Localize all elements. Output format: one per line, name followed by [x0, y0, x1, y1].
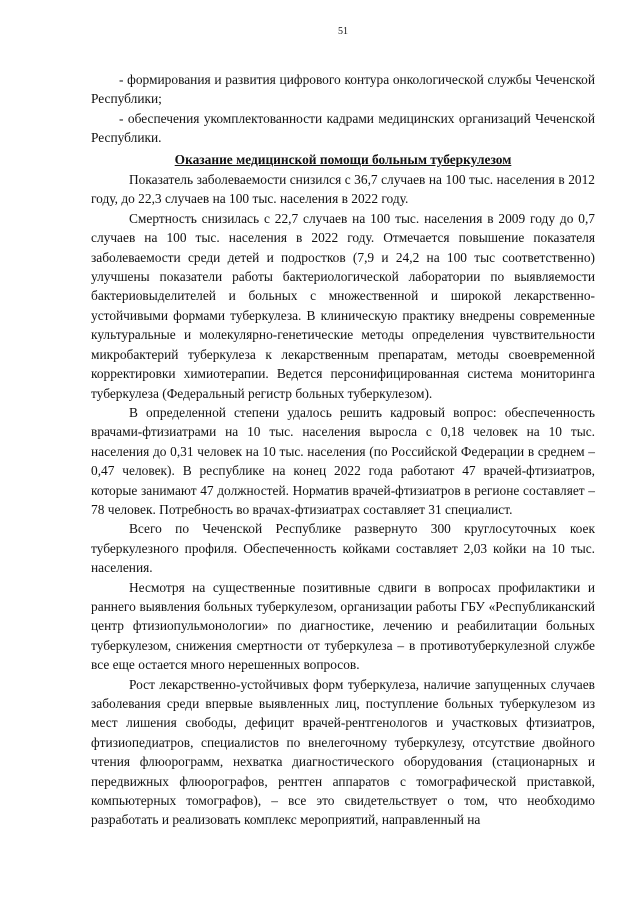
paragraph: Всего по Чеченской Республике развернуто 300 круглосуточных коек туберкулезного профиля. Обеспеченность койками составляет 2,03 койки на 10 тыс. населения.: [91, 521, 595, 576]
paragraph: Показатель заболеваемости снизился с 36,7 случаев на 100 тыс. населения в 2012 году, до 22,3 случаев на 100 тыс. населения в 2022 году.: [91, 172, 595, 207]
document-body: [91, 70, 595, 830]
paragraph: Несмотря на существенные позитивные сдвиги в вопросах профилактики и раннего выявления больных туберкулезом, организации работы ГБУ «Республиканский центр фтизиопульмонологии» по диагностике, лечению и реабилитации больных туберкулезом, снижения смертности от туберкулеза – в противотуберкулезной службе все еще остается много нерешенных вопросов.: [91, 579, 595, 673]
bullet-item: - обеспечения укомплектованности кадрами медицинских организаций Чеченской Республики.: [91, 110, 595, 146]
paragraph: Рост лекарственно-устойчивых форм туберкулеза, наличие запущенных случаев заболевания среди впервые выявленных лиц, поступление больных туберкулезом из мест лишения свободы, дефицит врачей-рентгенологов и участковых фтизиатров, фтизиопедиатров, специалистов по внелегочному туберкулезу, отсутствие двойного чтения флюорограмм, нехватка диагностического оборудования (стационарных и передвижных флюорографов, рентген аппаратов с томографической приставкой, компьютерных томографов), – все это свидетельствует о том, что необходимо разработать и реализовать комплекс мероприятий, направленный на: [91, 676, 595, 828]
paragraph: Смертность снизилась с 22,7 случаев на 100 тыс. населения в 2009 году до 0,7 случаев на 100 тыс. населения в 2022 году. Отмечается повышение показателя заболеваемости среди детей и подростков (7,9 и 24,2 на 100 тыс соответственно) улучшены показатели работы бактериологической лаборатории по выявляемости бактериовыделителей и больных с множественной и широкой лекарственно-устойчивыми формами туберкулеза. В клиническую практику внедрены современные культуральные и молекулярно-генетические методы определения чувствительности микробактерий туберкулеза к лекарственным препаратам, методы своевременной корректировки химиотерапии. Ведется персонифицированная система мониторинга туберкулеза (Федеральный регистр больных туберкулезом).: [91, 210, 595, 401]
section-title: Оказание медицинской помощи больным туберкулезом: [174, 151, 512, 167]
bullet-item: - формирования и развития цифрового контура онкологической службы Чеченской Республики;: [91, 72, 595, 107]
paragraph: В определенной степени удалось решить кадровый вопрос: обеспеченность врачами-фтизиатрами на 10 тыс. населения выросла с 0,18 человек на 10 тыс. населения до 0,31 человек на 10 тыс. населения (по Российской Федерации в среднем – 0,47 человек). В республике на конец 2022 года работают 47 врачей-фтизиатров, которые занимают 47 должностей. Норматив врачей-фтизиатров в регионе составляет – 78 человек. Потребность во врачах-фтизиатрах составляет 31 специалист.: [91, 404, 595, 517]
page-number: 51: [338, 26, 348, 37]
